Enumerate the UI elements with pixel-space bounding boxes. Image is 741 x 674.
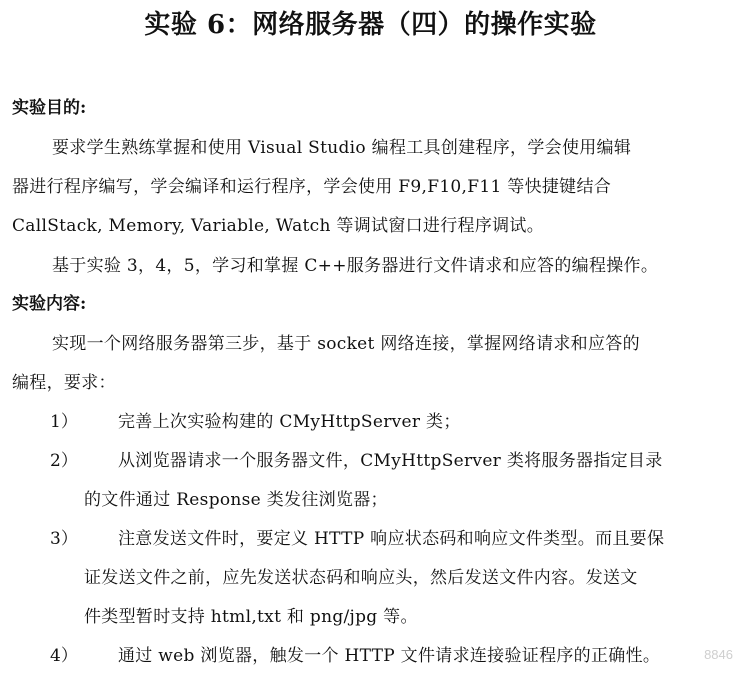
list-item-number: 3） <box>50 529 78 549</box>
list-item-line: 件类型暂时支持 html,txt 和 png/jpg 等。 <box>84 607 418 627</box>
list-item-line: 证发送文件之前，应先发送状态码和响应头，然后发送文件内容。发送文 <box>84 568 638 588</box>
purpose-line-4: 基于实验 3，4，5，学习和掌握 C++服务器进行文件请求和应答的编程操作。 <box>52 256 659 276</box>
content-intro-line-2: 编程，要求： <box>12 373 116 393</box>
purpose-line-2: 器进行程序编写，学会编译和运行程序，学会使用 F9,F10,F11 等快捷键结合 <box>12 177 612 197</box>
list-item-line: 完善上次实验构建的 CMyHttpServer 类； <box>118 412 461 432</box>
list-item-line: 的文件通过 Response 类发往浏览器； <box>84 490 388 510</box>
page-title: 实验 6：网络服务器（四）的操作实验 <box>144 10 597 40</box>
list-item-line: 注意发送文件时，要定义 HTTP 响应状态码和响应文件类型。而且要保 <box>118 529 665 549</box>
purpose-line-1: 要求学生熟练掌握和使用 Visual Studio 编程工具创建程序，学会使用编辑 <box>52 138 632 158</box>
list-item-line: 从浏览器请求一个服务器文件，CMyHttpServer 类将服务器指定目录 <box>118 451 663 471</box>
list-item-number: 1） <box>50 412 78 432</box>
watermark: 8846 <box>704 647 733 662</box>
list-item-line: 通过 web 浏览器，触发一个 HTTP 文件请求连接验证程序的正确性。 <box>118 646 661 666</box>
content-intro-line-1: 实现一个网络服务器第三步，基于 socket 网络连接，掌握网络请求和应答的 <box>52 334 640 354</box>
purpose-heading: 实验目的: <box>12 98 87 118</box>
list-item-number: 4） <box>50 646 78 666</box>
purpose-line-3: CallStack, Memory, Variable, Watch 等调试窗口进行程序调试。 <box>12 216 545 236</box>
list-item-number: 2） <box>50 451 78 471</box>
content-heading: 实验内容: <box>12 294 87 314</box>
